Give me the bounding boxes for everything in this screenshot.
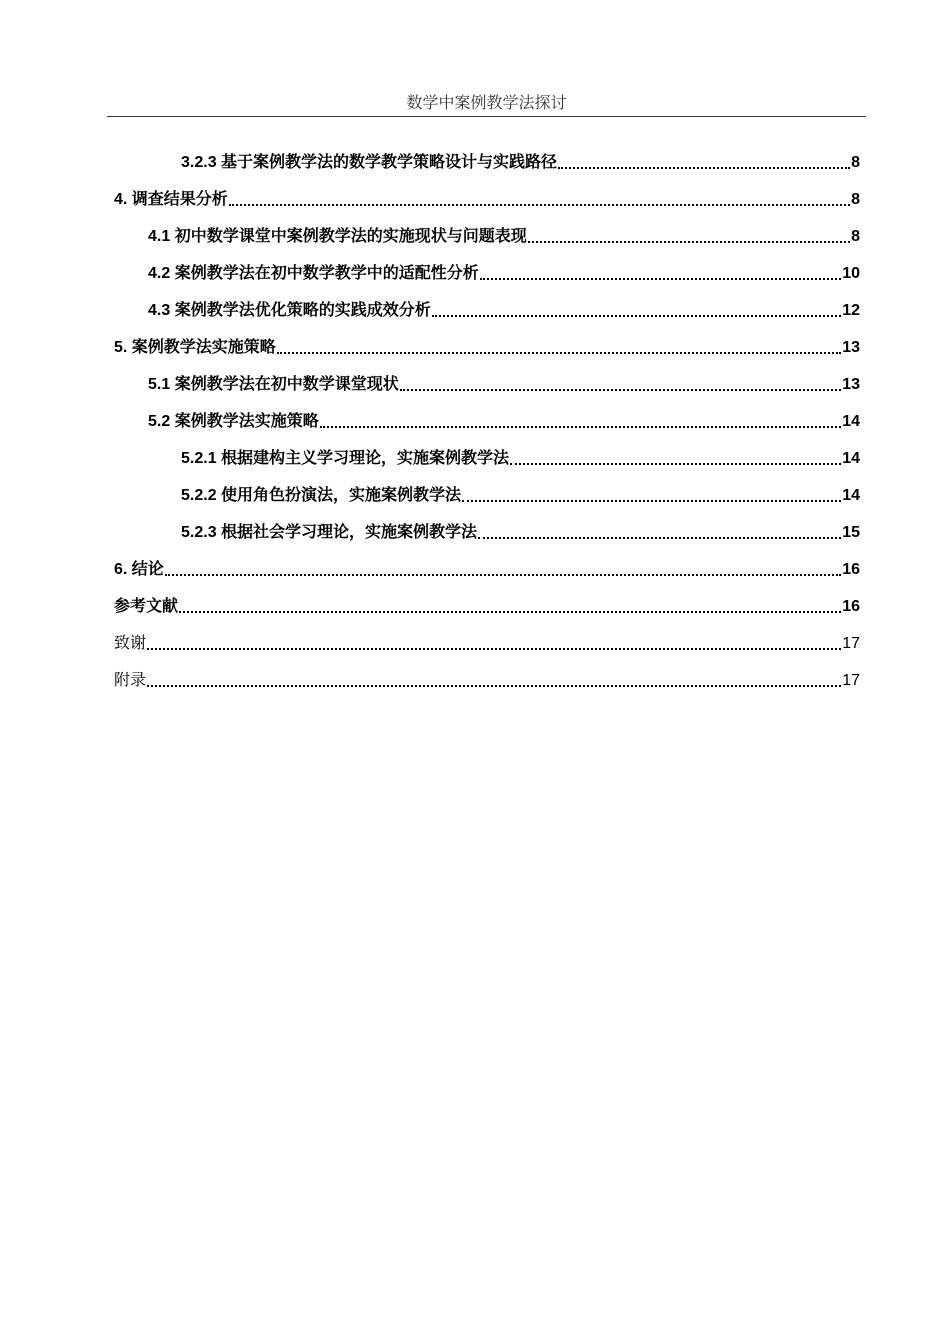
dot-leader: [558, 167, 850, 169]
toc-entry-title: 6. 结论: [114, 561, 164, 578]
toc-entry-page: 10: [842, 265, 860, 282]
toc-entry-title: 参考文献: [114, 598, 179, 615]
dot-leader: [277, 352, 841, 354]
toc-entry[interactable]: [114, 656, 860, 693]
dot-leader: [165, 574, 841, 576]
toc-entry-page: 8: [851, 154, 860, 171]
toc-entry-page: 17: [842, 672, 860, 689]
toc-entry-title: 4.2 案例教学法在初中数学教学中的适配性分析: [148, 265, 479, 282]
dot-leader: [462, 500, 841, 502]
toc-entry-title: 5.2.3 根据社会学习理论，实施案例教学法: [181, 524, 478, 541]
toc-entry[interactable]: [114, 249, 860, 286]
toc-entry[interactable]: [114, 286, 860, 323]
toc-entry[interactable]: [114, 360, 860, 397]
toc-entry[interactable]: [114, 582, 860, 619]
toc-entry-title: 4.1 初中数学课堂中案例教学法的实施现状与问题表现: [148, 228, 527, 245]
dot-leader: [179, 611, 841, 613]
toc-entry[interactable]: [114, 434, 860, 471]
dot-leader: [147, 648, 841, 650]
toc-entry[interactable]: [114, 619, 860, 656]
toc-entry[interactable]: [114, 138, 860, 175]
dot-leader: [528, 241, 850, 243]
dot-leader: [229, 204, 850, 206]
toc-entry-page: 13: [842, 339, 860, 356]
toc-entry-title: 5.2.1 根据建构主义学习理论，实施案例教学法: [181, 450, 510, 467]
toc-entry-title: 5.2 案例教学法实施策略: [148, 413, 319, 430]
toc-entry[interactable]: [114, 397, 860, 434]
toc-entry-title: 5. 案例教学法实施策略: [114, 339, 276, 356]
toc-entry-page: 13: [842, 376, 860, 393]
dot-leader: [400, 389, 842, 391]
table-of-contents: [114, 138, 860, 693]
toc-entry-title: 致谢: [114, 635, 147, 652]
dot-leader: [432, 315, 842, 317]
toc-entry-page: 14: [842, 450, 860, 467]
dot-leader: [478, 537, 841, 539]
dot-leader: [147, 685, 841, 687]
toc-entry[interactable]: [114, 212, 860, 249]
toc-entry-page: 16: [842, 561, 860, 578]
toc-entry[interactable]: [114, 323, 860, 360]
toc-entry-page: 8: [851, 191, 860, 208]
toc-entry-title: 4. 调查结果分析: [114, 191, 228, 208]
toc-entry-page: 14: [842, 487, 860, 504]
toc-entry-page: 12: [842, 302, 860, 319]
dot-leader: [480, 278, 842, 280]
dot-leader: [510, 463, 841, 465]
toc-entry[interactable]: [114, 175, 860, 212]
toc-entry-title: 4.3 案例教学法优化策略的实践成效分析: [148, 302, 431, 319]
toc-entry[interactable]: [114, 508, 860, 545]
toc-entry-title: 3.2.3 基于案例教学法的数学教学策略设计与实践路径: [181, 154, 558, 171]
toc-entry-page: 17: [842, 635, 860, 652]
toc-entry-page: 15: [842, 524, 860, 541]
toc-entry[interactable]: [114, 471, 860, 508]
toc-entry[interactable]: [114, 545, 860, 582]
toc-entry-title: 5.2.2 使用角色扮演法，实施案例教学法: [181, 487, 462, 504]
toc-entry-page: 16: [842, 598, 860, 615]
toc-entry-page: 14: [842, 413, 860, 430]
dot-leader: [320, 426, 842, 428]
toc-entry-title: 5.1 案例教学法在初中数学课堂现状: [148, 376, 399, 393]
toc-entry-title: 附录: [114, 672, 147, 689]
toc-entry-page: 8: [851, 228, 860, 245]
page-header: 数学中案例教学法探讨: [107, 90, 866, 117]
